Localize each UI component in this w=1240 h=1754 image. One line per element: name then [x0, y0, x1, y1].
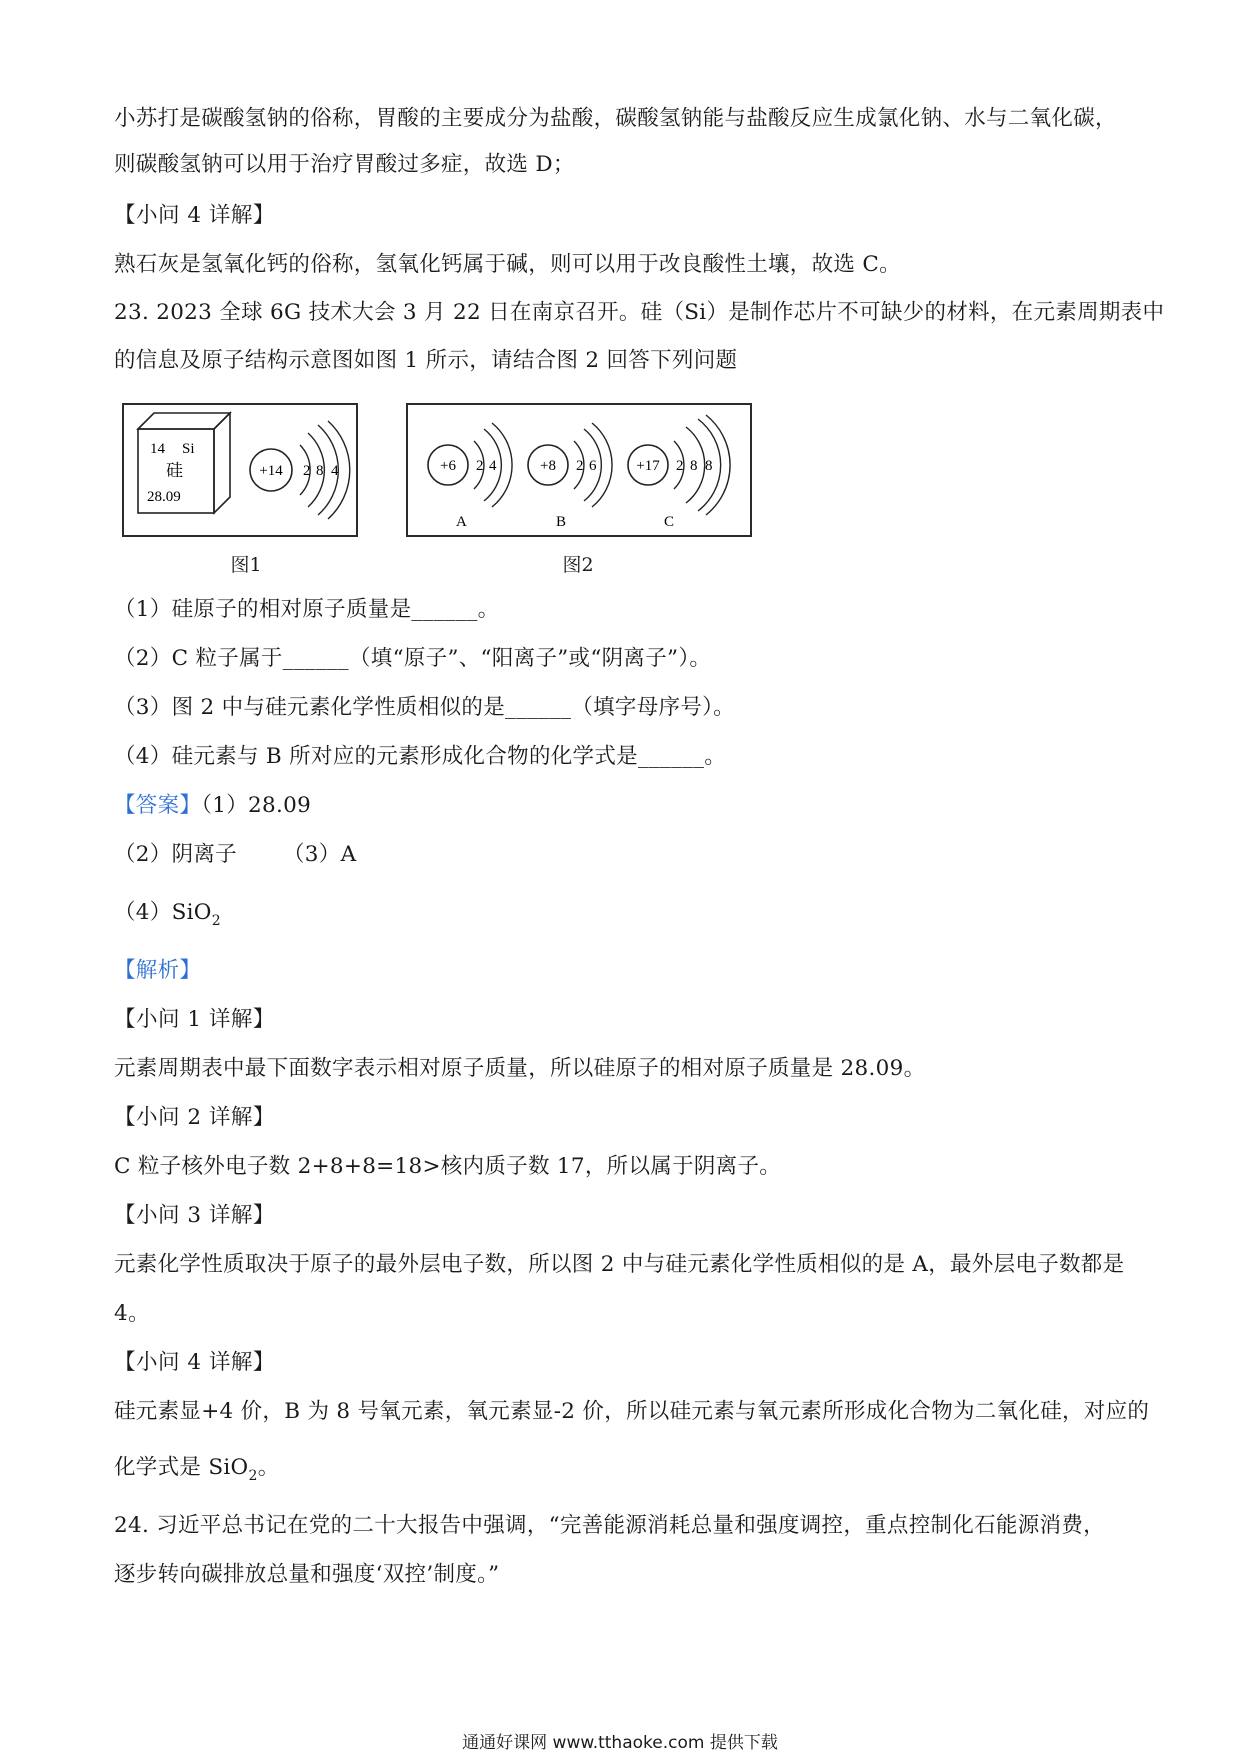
- shell-electron-count: 8: [690, 458, 698, 474]
- answer-label: 【答案】: [114, 793, 202, 818]
- nucleus-charge: +14: [259, 463, 283, 479]
- question-item: （1）硅原子的相对原子质量是______。: [114, 597, 500, 622]
- sub-question-header: 【小问 4 详解】: [114, 203, 275, 228]
- formula-prefix: 化学式是: [114, 1455, 209, 1480]
- atom-label: B: [556, 514, 567, 530]
- nucleus-charge: +8: [540, 458, 556, 474]
- formula: SiO: [208, 1455, 249, 1480]
- sub-question-header: 【小问 1 详解】: [114, 1007, 275, 1032]
- atomic-number: 14: [150, 441, 165, 457]
- answer-4-formula: SiO: [171, 900, 212, 925]
- question-item: （2）C 粒子属于______（填“原子”、“阳离子”或“阴离子”）。: [114, 646, 712, 671]
- sub-question-header: 【小问 2 详解】: [114, 1105, 275, 1130]
- shell-electron-count: 2: [676, 458, 684, 474]
- page-footer: 通通好课网 www.tthaoke.com 提供下载: [462, 1733, 778, 1753]
- sub-question-header: 【小问 4 详解】: [114, 1350, 275, 1375]
- paragraph-line: 4。: [114, 1301, 150, 1326]
- shell-electron-count: 8: [705, 458, 713, 474]
- sub-question-header: 【小问 3 详解】: [114, 1203, 275, 1228]
- tile-side-edge: [214, 413, 230, 513]
- paragraph-line: 元素周期表中最下面数字表示相对原子质量，所以硅原子的相对原子质量是 28.09。: [114, 1056, 926, 1081]
- paragraph-line: 元素化学性质取决于原子的最外层电子数，所以图 2 中与硅元素化学性质相似的是 A，最外层电子数都是: [114, 1252, 1125, 1277]
- shell-electron-count: 2: [303, 463, 311, 479]
- shell-electron-count: 4: [489, 458, 497, 474]
- answer-line: [114, 840, 1124, 870]
- paragraph-line: 则碳酸氢钠可以用于治疗胃酸过多症，故选 D；: [114, 152, 575, 177]
- paragraph-line: C 粒子核外电子数 2+8+8=18>核内质子数 17，所以属于阴离子。: [114, 1154, 782, 1179]
- question-24-line: 逐步转向碳排放总量和强度‘双控’制度。”: [114, 1562, 500, 1587]
- figure-2-drawing: [408, 405, 750, 535]
- figure-1-caption: 图1: [230, 554, 262, 576]
- answer-2: （2）阴离子: [114, 842, 237, 867]
- formula-subscript: 2: [248, 1468, 258, 1484]
- element-name: 硅: [166, 461, 183, 480]
- figure-2-box: [406, 403, 752, 537]
- element-symbol: Si: [182, 441, 195, 457]
- paragraph-line: 硅元素显+4 价，B 为 8 号氧元素，氧元素显-2 价，所以硅元素与氧元素所形成化合物为二氧化硅，对应的: [114, 1399, 1150, 1424]
- answer-line: [114, 898, 1124, 930]
- formula-end: 。: [257, 1455, 280, 1480]
- nucleus-charge: +6: [440, 458, 456, 474]
- shell-electron-count: 4: [331, 463, 339, 479]
- figure-1-drawing: [124, 405, 356, 535]
- shell-electron-count: 2: [576, 458, 584, 474]
- shell-electron-count: 8: [316, 463, 324, 479]
- question-item: （3）图 2 中与硅元素化学性质相似的是______（填字母序号）。: [114, 695, 735, 720]
- answer-4-subscript: 2: [211, 913, 221, 929]
- nucleus-charge: +17: [636, 458, 660, 474]
- answer-4-prefix: （4）: [114, 900, 172, 925]
- question-24-line: 24. 习近平总书记在党的二十大报告中强调，“完善能源消耗总量和强度调控，重点控制化石能源消费，: [114, 1513, 1105, 1538]
- analysis-label: 【解析】: [114, 958, 202, 983]
- answer-3: （3）A: [282, 842, 357, 867]
- shell-electron-count: 6: [589, 458, 597, 474]
- answer-1: （1）28.09: [201, 793, 312, 818]
- shell-electron-count: 2: [476, 458, 484, 474]
- paragraph-line: 熟石灰是氢氧化钙的俗称，氢氧化钙属于碱，则可以用于改良酸性土壤，故选 C。: [114, 252, 901, 277]
- question-23-line: 的信息及原子结构示意图如图 1 所示，请结合图 2 回答下列问题: [114, 348, 738, 373]
- atom-label: A: [456, 514, 467, 530]
- atom-label: C: [664, 514, 675, 530]
- answer-line: [114, 791, 1124, 821]
- atomic-mass: 28.09: [147, 489, 181, 505]
- paragraph-line: 小苏打是碳酸氢钠的俗称，胃酸的主要成分为盐酸，碳酸氢钠能与盐酸反应生成氯化钠、水与二氧化碳，: [114, 106, 1117, 131]
- question-item: （4）硅元素与 B 所对应的元素形成化合物的化学式是______。: [114, 744, 727, 769]
- question-23-line: 23. 2023 全球 6G 技术大会 3 月 22 日在南京召开。硅（Si）是制作芯片不可缺少的材料，在元素周期表中: [114, 300, 1165, 325]
- figure-2-caption: 图2: [562, 554, 594, 576]
- paragraph-line: [114, 1453, 1124, 1485]
- figure-1-box: [122, 403, 358, 537]
